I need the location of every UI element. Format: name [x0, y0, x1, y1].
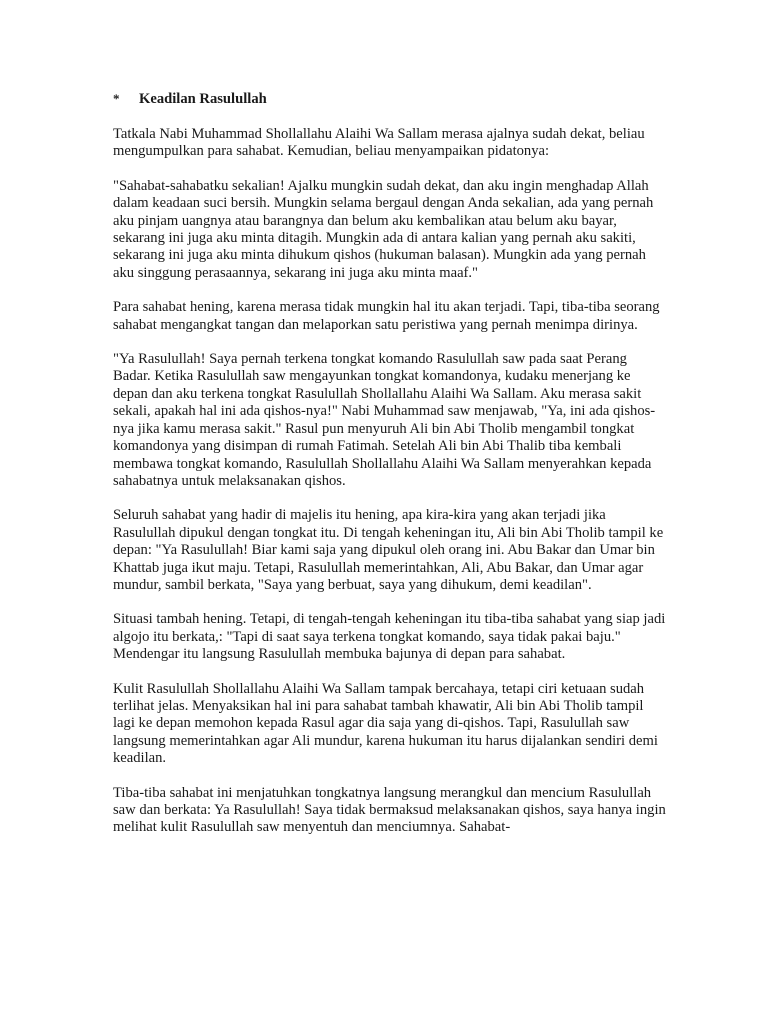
- paragraph-3: Para sahabat hening, karena merasa tidak mungkin hal itu akan terjadi. Tapi, tiba-tiba seorang sahabat mengangkat tangan dan melaporkan satu peristiwa yang pernah menimpa dirinya.: [113, 299, 660, 333]
- section-heading: [113, 90, 668, 108]
- paragraph-4: "Ya Rasulullah! Saya pernah terkena tongkat komando Rasulullah saw pada saat Perang Badar. Ketika Rasulullah saw mengayunkan tongkat komandonya, kudaku menerjang ke depan dan aku terkena tongkat Rasulullah Shollallahu Alaihi Wa Sallam. Aku merasa sakit sekali, apakah hal ini ada qishos-nya!" Nabi Muhammad saw menjawab, "Ya, ini ada qishos-nya jika kamu merasa sakit." Rasul pun menyuruh Ali bin Abi Tholib mengambil tongkat komandonya yang disimpan di rumah Fatimah. Setelah Ali bin Abi Thalib tiba kembali membawa tongkat komando, Rasulullah Shollallahu Alaihi Wa Sallam menyerahkan kepada sahabatnya untuk melaksanakan qishos.: [113, 351, 656, 489]
- document-title: Keadilan Rasulullah: [139, 91, 267, 107]
- paragraph-1: Tatkala Nabi Muhammad Shollallahu Alaihi Wa Sallam merasa ajalnya sudah dekat, beliau mengumpulkan para sahabat. Kemudian, beliau menyampaikan pidatonya:: [113, 126, 645, 160]
- asterisk-bullet-icon: *: [113, 91, 120, 106]
- paragraph-7: Kulit Rasulullah Shollallahu Alaihi Wa Sallam tampak bercahaya, tetapi ciri ketuaan sudah terlihat jelas. Menyaksikan hal ini para sahabat tambah khawatir, Ali bin Abi Tholib tampil lagi ke depan memohon kepada Rasul agar dia saja yang di-qishos. Tapi, Rasulullah saw langsung memerintahkan agar Ali mundur, karena hukuman itu harus dijalankan sendiri demi keadilan.: [113, 680, 658, 767]
- paragraph-6: Situasi tambah hening. Tetapi, di tengah-tengah keheningan itu tiba-tiba sahabat yang siap jadi algojo itu berkata,: "Tapi di saat saya terkena tongkat komando, saya tidak pakai baju." Mendengar itu langsung Rasulullah membuka bajunya di depan para sahabat.: [113, 611, 666, 663]
- paragraph-5: Seluruh sahabat yang hadir di majelis itu hening, apa kira-kira yang akan terjadi jika Rasulullah dipukul dengan tongkat itu. Di tengah keheningan itu, Ali bin Abi Tholib tampil ke depan: "Ya Rasulullah! Biar kami saja yang dipukul oleh orang ini. Abu Bakar dan Umar bin Khattab juga ikut maju. Tetapi, Rasulullah memerintahkan, Ali, Abu Bakar, dan Umar agar mundur, sambil berkata, "Saya yang berbuat, saya yang dihukum, demi keadilan".: [113, 507, 664, 593]
- paragraph-2: "Sahabat-sahabatku sekalian! Ajalku mungkin sudah dekat, dan aku ingin menghadap Allah dalam keadaan suci bersih. Mungkin selama bergaul dengan Anda sekalian, ada yang pernah aku pinjam uangnya atau barangnya dan belum aku kembalikan atau belum aku bayar, sekarang ini juga aku minta ditagih. Mungkin ada di antara kalian yang pernah aku sakiti, sekarang ini juga aku minta dihukum qishos (hukuman balasan). Mungkin ada yang pernah aku singgung perasaannya, sekarang ini juga aku minta maaf.": [113, 177, 654, 281]
- paragraph-8: Tiba-tiba sahabat ini menjatuhkan tongkatnya langsung merangkul dan mencium Rasulullah saw dan berkata: Ya Rasulullah! Saya tidak bermaksud melaksanakan qishos, saya hanya ingin melihat kulit Rasulullah saw menyentuh dan menciumnya. Sahabat-: [113, 784, 666, 836]
